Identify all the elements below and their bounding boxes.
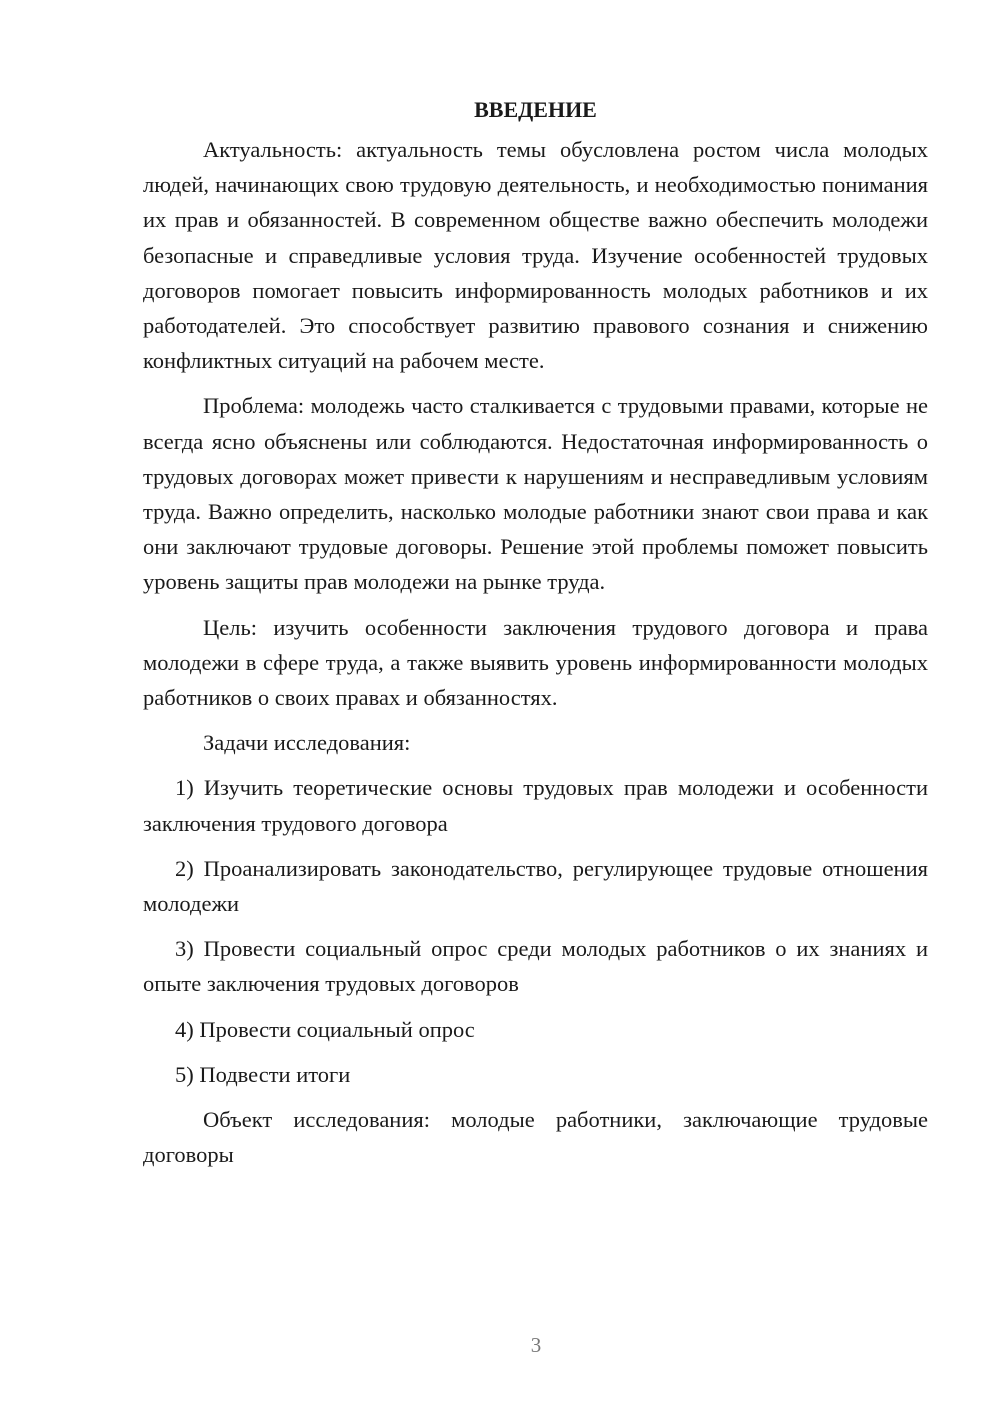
task-item: 2) Проанализировать законодательство, регулирующее трудовые отношения молодежи [143, 855, 928, 917]
relevance-paragraph: Актуальность: актуальность темы обусловлена ростом числа молодых людей, начинающих свою трудовую деятельность, и необходимостью понимания их прав и обязанностей. В современном обществе важно обеспечить молодежи безопасные и справедливые условия труда. Изучение особенностей трудовых договоров помогает повысить информированность молодых работников и их работодателей. Это способствует развитию правового сознания и снижению конфликтных ситуаций на рабочем месте. [143, 137, 928, 374]
section-heading: ВВЕДЕНИЕ [474, 97, 597, 122]
problem-paragraph: Проблема: молодежь часто сталкивается с трудовыми правами, которые не всегда ясно объяснены или соблюдаются. Недостаточная информированность о трудовых договорах может привести к нарушениям и несправедливым условиям труда. Важно определить, насколько молодые работники знают свои права и как они заключают трудовые договоры. Решение этой проблемы поможет повысить уровень защиты прав молодежи на рынке труда. [143, 393, 928, 595]
tasks-list [143, 770, 928, 1092]
goal-paragraph: Цель: изучить особенности заключения трудового договора и права молодежи в сфере труда, а также выявить уровень информированности молодых работников о своих правах и обязанностях. [143, 614, 928, 711]
task-item: 5) Подвести итоги [175, 1061, 351, 1087]
task-item: 1) Изучить теоретические основы трудовых прав молодежи и особенности заключения трудового договора [143, 775, 928, 836]
page-number: 3 [530, 1333, 542, 1357]
task-item: 4) Провести социальный опрос [175, 1016, 475, 1042]
tasks-intro: Задачи исследования: [203, 730, 411, 756]
page-content [143, 92, 928, 1182]
task-item: 3) Провести социальный опрос среди молодых работников о их знаниях и опыте заключения трудовых договоров [143, 936, 928, 997]
object-paragraph: Объект исследования: молодые работники, заключающие трудовые договоры [143, 1107, 928, 1168]
